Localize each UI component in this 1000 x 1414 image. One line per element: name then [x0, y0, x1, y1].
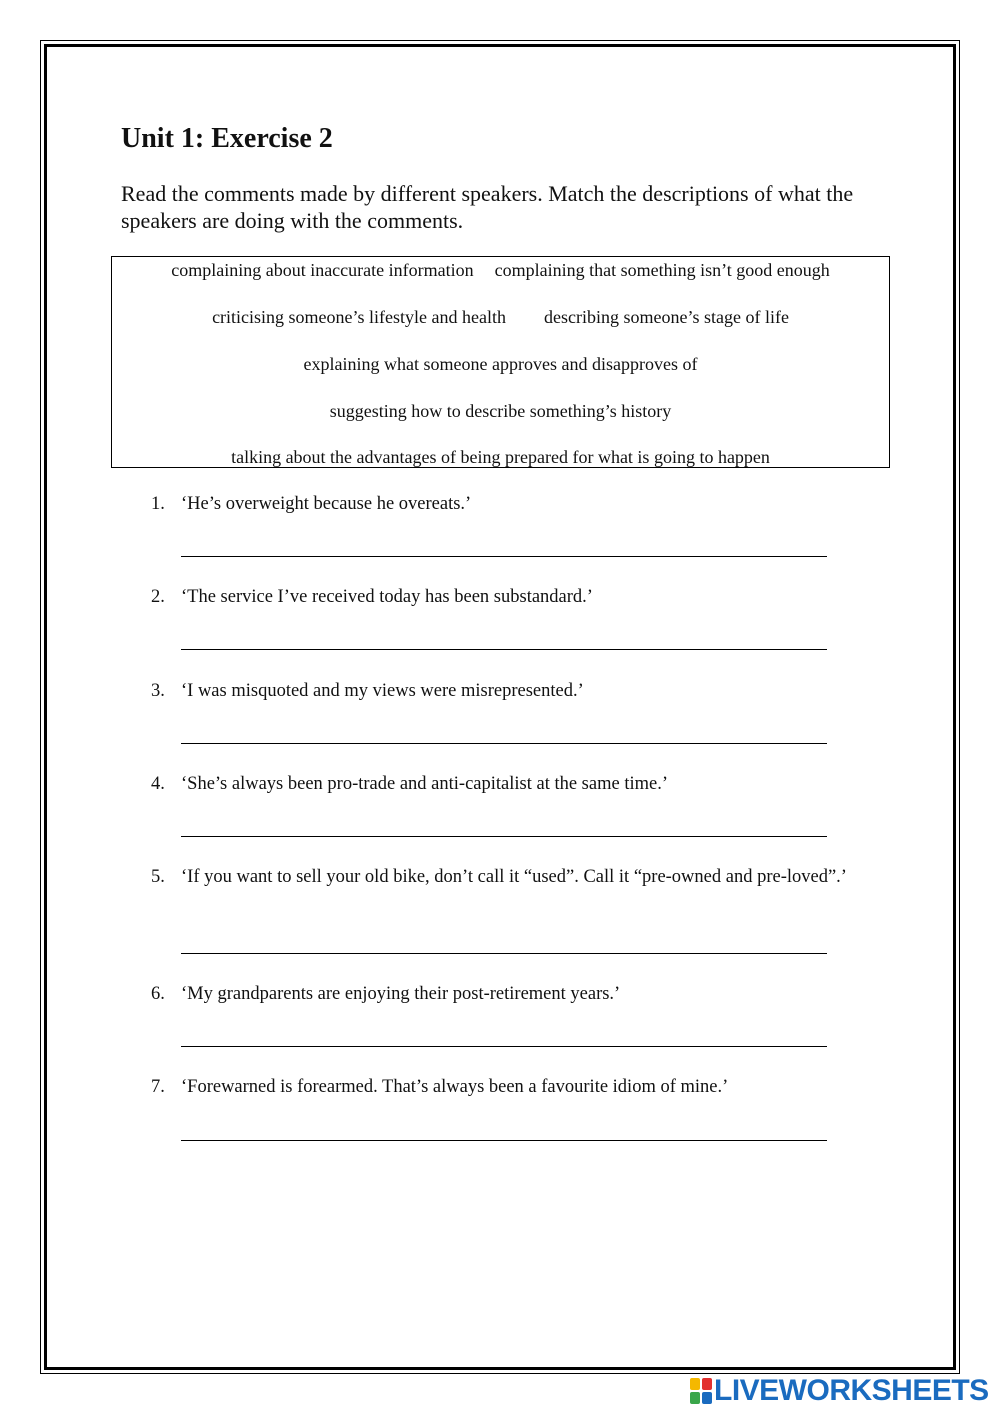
question-number: 3.: [151, 681, 165, 701]
question-item: [151, 773, 851, 795]
question-text: ‘My grandparents are enjoying their post-retirement years.’: [181, 984, 621, 1004]
logo-text: LIVEWORKSHEETS: [714, 1374, 989, 1407]
answer-line[interactable]: [181, 649, 827, 650]
question-item: [151, 586, 851, 608]
liveworksheets-logo: [690, 1374, 989, 1407]
question-text: ‘He’s overweight because he overeats.’: [181, 494, 472, 514]
answer-line[interactable]: [181, 953, 827, 954]
instructions: Read the comments made by different speakers. Match the descriptions of what the speakers are doing with the comments.: [121, 181, 854, 233]
worksheet-title: Unit 1: Exercise 2: [121, 123, 333, 154]
question-number: 4.: [151, 774, 165, 794]
word-box-row: [112, 353, 889, 375]
word-box-phrase: complaining that something isn’t good enough: [494, 260, 830, 280]
question-text: ‘She’s always been pro-trade and anti-capitalist at the same time.’: [181, 774, 668, 794]
word-box-phrase: suggesting how to describe something’s history: [329, 401, 672, 421]
word-box-phrase: complaining about inaccurate information: [171, 260, 474, 280]
word-box-phrase: talking about the advantages of being prepared for what is going to happen: [231, 447, 770, 467]
word-box-row: [112, 259, 889, 281]
question-item: [151, 680, 851, 702]
word-box: [111, 256, 890, 468]
word-box-phrase: describing someone’s stage of life: [544, 307, 789, 327]
page-border-inner: [44, 44, 956, 1370]
question-item: [151, 493, 851, 515]
question-item: [151, 866, 851, 888]
word-box-row: [112, 400, 889, 422]
question-number: 1.: [151, 494, 165, 514]
question-number: 5.: [151, 867, 165, 887]
answer-line[interactable]: [181, 743, 827, 744]
question-text: ‘If you want to sell your old bike, don’t call it “used”. Call it “pre-owned and pre-loved”.’: [181, 867, 847, 887]
question-text: ‘Forewarned is forearmed. That’s always been a favourite idiom of mine.’: [181, 1077, 729, 1097]
question-text: ‘I was misquoted and my views were misrepresented.’: [181, 681, 584, 701]
answer-line[interactable]: [181, 556, 827, 557]
question-number: 2.: [151, 587, 165, 607]
question-number: 6.: [151, 984, 165, 1004]
question-item: [151, 1076, 851, 1098]
answer-line[interactable]: [181, 1046, 827, 1047]
word-box-phrase: criticising someone’s lifestyle and health: [212, 307, 506, 327]
question-number: 7.: [151, 1077, 165, 1097]
answer-line[interactable]: [181, 836, 827, 837]
word-box-phrase: explaining what someone approves and disapproves of: [303, 354, 698, 374]
question-text: ‘The service I’ve received today has been substandard.’: [181, 587, 593, 607]
answer-line[interactable]: [181, 1140, 827, 1141]
question-item: [151, 983, 851, 1005]
word-box-row: [112, 306, 889, 328]
word-box-row: [112, 446, 889, 468]
liveworksheets-logo-icon: [690, 1378, 712, 1404]
